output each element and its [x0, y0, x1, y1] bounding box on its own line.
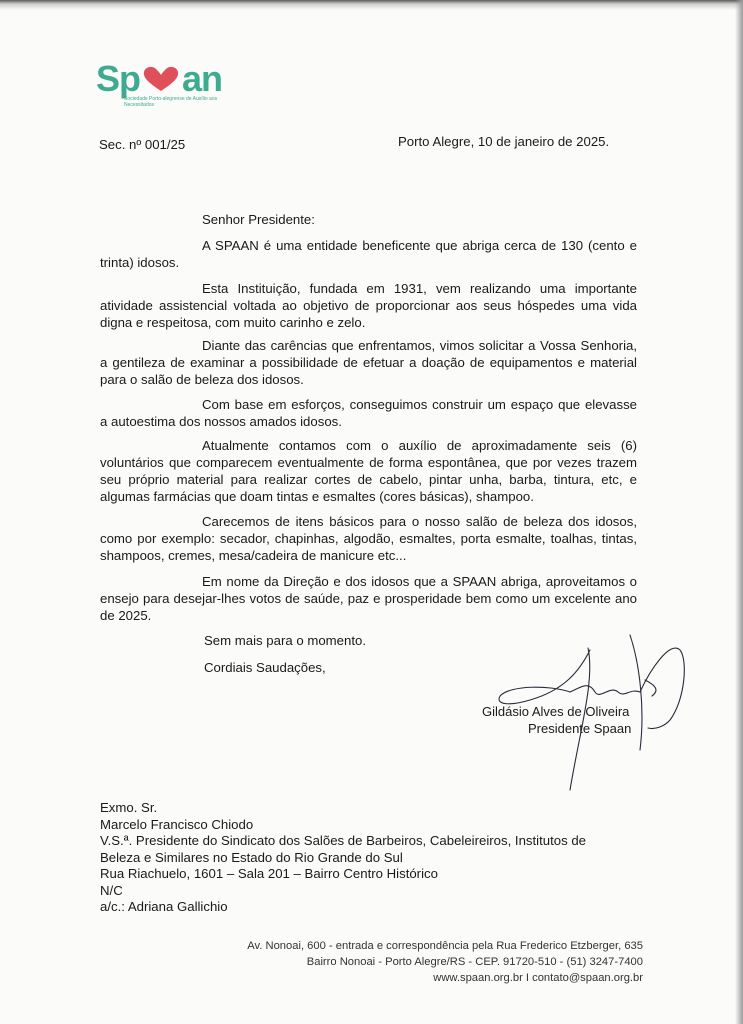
paragraph-5-text: Atualmente contamos com o auxílio de aproximadamente seis (6) voluntários que comparecem eventualmente de forma espontânea, que por vezes trazem seu próprio material para realizar cortes de cabelo, pintar unha, barba, tintura, etc, e algumas farmácias que doam tintas e esmaltes (cores básicas), shampoo. [100, 438, 637, 504]
recipient-line: Exmo. Sr. [100, 800, 158, 815]
signature-block [470, 630, 700, 800]
scan-edge-right [735, 0, 743, 1024]
footer-address: Av. Nonoai, 600 - entrada e correspondência pela Rua Frederico Etzberger, 635 [247, 940, 643, 952]
recipient-line: a/c.: Adriana Gallichio [100, 899, 228, 914]
logo-wordmark [96, 58, 222, 100]
paragraph-3 [100, 337, 637, 388]
recipient-line: V.S.ª. Presidente do Sindicato dos Salões de Barbeiros, Cabeleireiros, Institutos de [100, 833, 587, 848]
paragraph-5 [100, 437, 637, 505]
closing-line-2: Cordiais Saudações, [204, 660, 326, 675]
paragraph-6-text: Carecemos de itens básicos para o nosso salão de beleza dos idosos, como por exemplo: secador, chapinhas, algodão, esmaltes, porta esmalte, toalhas, tintas, shampoos, cremes, mesa/cadeira de manicure etc... [100, 514, 637, 563]
paragraph-2-text: Esta Instituição, fundada em 1931, vem realizando uma importante atividade assistencial voltada ao objetivo de proporcionar aos seus hóspedes uma vida digna e respeitosa, com muito carinho e zelo. [100, 281, 637, 330]
signatory-name: Gildásio Alves de Oliveira [482, 704, 630, 719]
recipient-line: N/C [100, 882, 123, 898]
paragraph-3-text: Diante das carências que enfrentamos, vimos solicitar a Vossa Senhoria, a gentileza de examinar a possibilidade de efetuar a doação de equipamentos e material para o salão de beleza dos idosos. [100, 338, 637, 387]
footer-city-phone: Bairro Nonoai - Porto Alegre/RS - CEP. 91720-510 - (51) 3247-7400 [306, 956, 643, 968]
logo-text-an: an [182, 58, 223, 99]
reference-number: Sec. nº 001/25 [99, 137, 186, 152]
paragraph-4 [100, 396, 637, 430]
recipient-line: Rua Riachuelo, 1601 – Sala 201 – Bairro Centro Histórico [100, 866, 438, 881]
paragraph-7-text: Em nome da Direção e dos idosos que a SPAAN abriga, aproveitamos o ensejo para desejar-lhes votos de saúde, paz e prosperidade bem como um excelente ano de 2025. [100, 574, 637, 623]
recipient-line: Marcelo Francisco Chiodo [100, 816, 254, 832]
logo-text-sp: Sp [96, 58, 141, 99]
paragraph-2 [100, 280, 637, 331]
salutation: Senhor Presidente: [202, 212, 315, 227]
paragraph-4-text: Com base em esforços, conseguimos construir um espaço que elevasse a autoestima dos nossos amados idosos. [100, 397, 637, 429]
letterhead-footer [247, 938, 643, 986]
recipient-line: Beleza e Similares no Estado do Rio Grande do Sul [100, 849, 403, 865]
paragraph-1 [100, 237, 637, 271]
recipient-address [100, 800, 586, 916]
scan-edge-top [0, 0, 743, 10]
place-date: Porto Alegre, 10 de janeiro de 2025. [398, 134, 610, 149]
paragraph-6 [100, 513, 637, 564]
footer-web-email: www.spaan.org.br I contato@spaan.org.br [433, 972, 643, 984]
signatory-role: Presidente Spaan [528, 721, 632, 736]
spaan-logo [96, 58, 226, 108]
paragraph-1-text: A SPAAN é uma entidade beneficente que abriga cerca de 130 (cento e trinta) idosos. [100, 238, 637, 270]
heart-icon [141, 64, 181, 94]
closing-line-1: Sem mais para o momento. [204, 633, 366, 648]
paragraph-7 [100, 573, 637, 624]
logo-subtitle: Sociedade Porto-alegrense de Auxílio aos Necessitados [124, 96, 218, 108]
